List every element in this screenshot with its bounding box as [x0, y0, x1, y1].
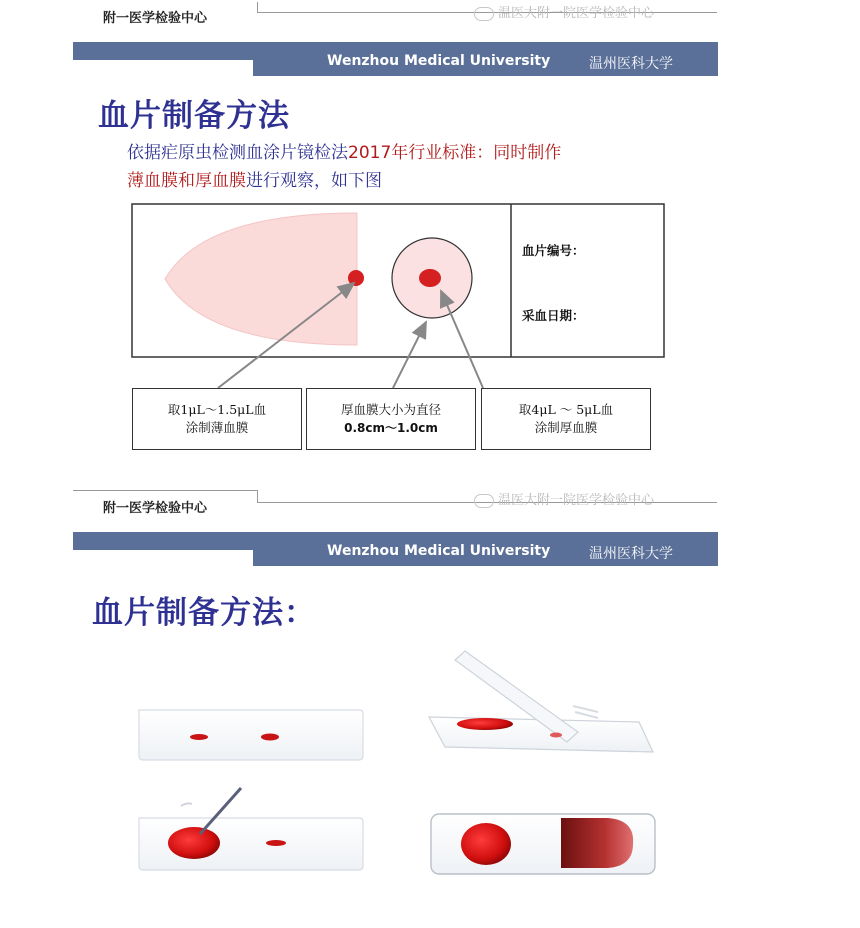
caption-box-size	[306, 388, 476, 450]
collection-date-label: 采血日期：	[522, 308, 585, 323]
slide-number-label: 血片编号：	[522, 243, 585, 258]
caption-thick-line1: 取4μL ～ 5μL血	[518, 402, 614, 417]
caption-thick-line2: 涂制厚血膜	[534, 420, 598, 435]
band-university-cn-2: 温州医科大学	[589, 546, 673, 562]
header-label: 附一医学检验中心	[103, 11, 208, 26]
thick-film-drop	[419, 269, 441, 287]
caption-thin-line1: 取1μL～1.5μL血	[167, 402, 267, 417]
thin-film-drop	[348, 270, 364, 286]
band-strip	[73, 42, 718, 45]
step-spreading	[429, 651, 653, 752]
body-text-part4: 进行观察，如下图	[246, 171, 382, 191]
body-text-highlight: 2017年行业标准：同时制作	[348, 143, 562, 163]
caption-size-line1: 厚血膜大小为直径	[340, 402, 441, 417]
header-line-tick	[257, 2, 258, 13]
caption-box-thick	[481, 388, 651, 450]
watermark: 温医大附一院医学检验中心	[474, 2, 654, 21]
body-text-highlight-2: 薄血膜和厚血膜	[127, 171, 246, 191]
page-title: 血片制备方法	[98, 98, 290, 134]
step-two-drops	[139, 710, 363, 760]
watermark-2: 温医大附一院医学检验中心	[474, 489, 654, 508]
step-finished-films	[431, 814, 655, 874]
caption-box-thin	[132, 388, 302, 450]
band-university-en-2: Wenzhou Medical University	[327, 543, 551, 559]
smear-steps-illustration	[73, 640, 718, 928]
header-line-2-tick	[257, 490, 258, 503]
header-line-2-top	[73, 490, 258, 491]
step-thick-drop	[139, 788, 363, 870]
caption-thin-line2: 涂制薄血膜	[185, 420, 249, 435]
page-title-2: 血片制备方法：	[92, 595, 316, 631]
wechat-icon	[474, 7, 494, 21]
wechat-icon	[474, 494, 494, 508]
body-text	[127, 139, 687, 195]
band-university-en: Wenzhou Medical University	[327, 53, 551, 69]
body-text-part1: 依据疟原虫检测血涂片镜检法	[127, 143, 348, 163]
caption-size-line2: 0.8cm～1.0cm	[344, 421, 438, 435]
header-label-2: 附一医学检验中心	[103, 501, 208, 516]
band-tab-2	[73, 532, 258, 550]
band-university-cn: 温州医科大学	[589, 56, 673, 72]
